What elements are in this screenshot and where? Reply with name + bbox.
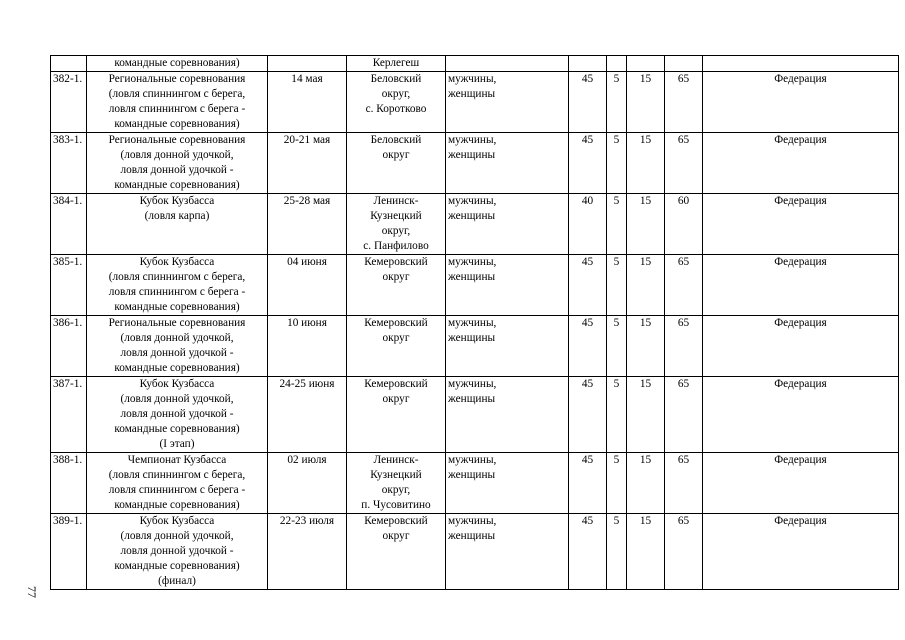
cell-num-text: 388-1. [53, 454, 83, 466]
cell-num-text: 383-1. [53, 134, 83, 146]
cell-num-text: 386-1. [53, 317, 83, 329]
cell-organizer-text: Федерация [774, 256, 827, 268]
cell-c1 [569, 72, 607, 133]
cell-date-text: 14 мая [291, 73, 323, 85]
cell-participants [446, 255, 569, 316]
cell-place [347, 194, 446, 255]
cell-date [268, 377, 347, 453]
cell-c3 [627, 133, 665, 194]
cell-c2-text: 5 [613, 454, 620, 466]
cell-c4-text: 65 [677, 256, 690, 268]
cell-c2 [607, 255, 627, 316]
cell-event-name-text: Региональные соревнования (ловля спиннингом с берега, ловля спиннингом с берега - командные соревнования) [108, 73, 246, 130]
cell-organizer-text: Федерация [774, 195, 827, 207]
cell-c4 [665, 56, 703, 72]
cell-organizer-text: Федерация [774, 515, 827, 527]
cell-c3 [627, 316, 665, 377]
cell-event-name [87, 316, 268, 377]
cell-participants-text: мужчины, женщины [448, 73, 497, 100]
cell-c1 [569, 56, 607, 72]
page-number: 77 [25, 586, 39, 598]
cell-date-text: 22-23 июля [279, 515, 335, 527]
cell-participants [446, 316, 569, 377]
cell-event-name [87, 377, 268, 453]
cell-participants-text: мужчины, женщины [448, 454, 497, 481]
cell-c4 [665, 453, 703, 514]
cell-c3 [627, 194, 665, 255]
cell-event-name [87, 514, 268, 590]
cell-c1 [569, 377, 607, 453]
cell-num [51, 133, 87, 194]
table-row [51, 514, 899, 590]
cell-participants-text: мужчины, женщины [448, 256, 497, 283]
cell-date-text: 20-21 мая [283, 134, 331, 146]
cell-c4-text: 65 [677, 134, 690, 146]
cell-c3-text: 15 [639, 378, 652, 390]
cell-event-name-text: Кубок Кузбасса (ловля донной удочкой, ловля донной удочкой - командные соревнования) (I этап) [114, 378, 240, 450]
cell-c2-text: 5 [613, 317, 620, 329]
cell-c3-text: 15 [639, 195, 652, 207]
table-row [51, 255, 899, 316]
cell-num-text: 384-1. [53, 195, 83, 207]
cell-event-name-text: Чемпионат Кузбасса (ловля спиннингом с берега, ловля спиннингом с берега - командные соревнования) [108, 454, 246, 511]
cell-place-text: Кемеровский округ [364, 256, 428, 283]
cell-c3-text: 15 [639, 317, 652, 329]
cell-event-name [87, 133, 268, 194]
cell-c2 [607, 453, 627, 514]
cell-c2-text: 5 [613, 195, 620, 207]
table-row [51, 72, 899, 133]
cell-num [51, 72, 87, 133]
cell-c2 [607, 514, 627, 590]
cell-date-text: 24-25 июня [279, 378, 335, 390]
cell-c1-text: 45 [581, 378, 594, 390]
cell-c4-text: 65 [677, 73, 690, 85]
cell-place-text: Кемеровский округ [364, 515, 428, 542]
cell-num [51, 255, 87, 316]
cell-c4-text: 65 [677, 378, 690, 390]
cell-participants-text: мужчины, женщины [448, 515, 497, 542]
cell-c2 [607, 72, 627, 133]
cell-c1 [569, 453, 607, 514]
table-row [51, 316, 899, 377]
cell-event-name-text: Кубок Кузбасса (ловля карпа) [139, 195, 215, 222]
table-row [51, 194, 899, 255]
cell-event-name [87, 72, 268, 133]
cell-event-name-text: Региональные соревнования (ловля донной удочкой, ловля донной удочкой - командные соревнования) [108, 134, 246, 191]
cell-place [347, 255, 446, 316]
cell-num [51, 316, 87, 377]
cell-event-name [87, 453, 268, 514]
cell-c2 [607, 377, 627, 453]
cell-participants-text: мужчины, женщины [448, 378, 497, 405]
cell-date [268, 255, 347, 316]
events-table [50, 55, 899, 590]
cell-c2 [607, 316, 627, 377]
cell-date [268, 453, 347, 514]
cell-place-text: Ленинск- Кузнецкий округ, п. Чусовитино [361, 454, 431, 511]
cell-place [347, 316, 446, 377]
cell-event-name: командные соревнования) [87, 56, 268, 72]
cell-place: Керлегеш [347, 56, 446, 72]
cell-participants [446, 56, 569, 72]
cell-place-text: Ленинск- Кузнецкий округ, с. Панфилово [363, 195, 429, 252]
cell-participants-text: мужчины, женщины [448, 317, 497, 344]
cell-place [347, 133, 446, 194]
table-row [51, 453, 899, 514]
cell-organizer [703, 453, 899, 514]
cell-participants-text: мужчины, женщины [448, 134, 497, 161]
cell-organizer [703, 377, 899, 453]
cell-organizer [703, 316, 899, 377]
cell-participants [446, 514, 569, 590]
cell-c3 [627, 56, 665, 72]
table-row [51, 377, 899, 453]
cell-c2 [607, 133, 627, 194]
cell-participants [446, 72, 569, 133]
cell-organizer [703, 514, 899, 590]
cell-c2-text: 5 [613, 515, 620, 527]
cell-participants-text: мужчины, женщины [448, 195, 497, 222]
cell-organizer-text: Федерация [774, 454, 827, 466]
cell-place-text: Кемеровский округ [364, 317, 428, 344]
cell-c3-text: 15 [639, 134, 652, 146]
cell-c3-text: 15 [639, 73, 652, 85]
cell-organizer [703, 72, 899, 133]
cell-place-text: Беловский округ, с. Коротково [365, 73, 427, 115]
cell-num-text: 389-1. [53, 515, 83, 527]
cell-c4-text: 65 [677, 515, 690, 527]
cell-event-name [87, 255, 268, 316]
cell-c4-text: 60 [677, 195, 690, 207]
cell-event-name-text: Кубок Кузбасса (ловля спиннингом с берега, ловля спиннингом с берега - командные соревнования) [108, 256, 246, 313]
cell-c1 [569, 133, 607, 194]
cell-c1 [569, 194, 607, 255]
cell-date [268, 514, 347, 590]
cell-c2-text: 5 [613, 256, 620, 268]
cell-participants [446, 377, 569, 453]
cell-organizer [703, 133, 899, 194]
cell-organizer-text: Федерация [774, 317, 827, 329]
cell-num-text: 385-1. [53, 256, 83, 268]
cell-num [51, 453, 87, 514]
cell-date-text: 04 июня [287, 256, 327, 268]
cell-organizer-text: Федерация [774, 73, 827, 85]
cell-organizer-text: Федерация [774, 134, 827, 146]
cell-date-text: 25-28 мая [283, 195, 331, 207]
cell-c1-text: 45 [581, 454, 594, 466]
events-table-body [51, 56, 899, 590]
cell-participants [446, 133, 569, 194]
cell-place-text: Кемеровский округ [364, 378, 428, 405]
cell-c1-text: 45 [581, 515, 594, 527]
cell-c2 [607, 194, 627, 255]
table-row [51, 133, 899, 194]
cell-c3-text: 15 [639, 256, 652, 268]
cell-c4 [665, 194, 703, 255]
cell-place [347, 377, 446, 453]
cell-c4 [665, 377, 703, 453]
cell-num [51, 377, 87, 453]
cell-date-text: 10 июня [287, 317, 327, 329]
cell-c2 [607, 56, 627, 72]
cell-c4 [665, 255, 703, 316]
cell-c1-text: 45 [581, 73, 594, 85]
cell-c1-text: 45 [581, 134, 594, 146]
cell-date [268, 56, 347, 72]
cell-c4-text: 65 [677, 317, 690, 329]
cell-c2-text: 5 [613, 378, 620, 390]
cell-place [347, 453, 446, 514]
cell-c2-text: 5 [613, 73, 620, 85]
cell-c4 [665, 72, 703, 133]
cell-c1-text: 45 [581, 317, 594, 329]
cell-organizer [703, 255, 899, 316]
cell-organizer-text: Федерация [774, 378, 827, 390]
cell-c3 [627, 453, 665, 514]
cell-num-text: 382-1. [53, 73, 83, 85]
cell-date [268, 194, 347, 255]
cell-event-name-text: Региональные соревнования (ловля донной удочкой, ловля донной удочкой - командные соревнования) [108, 317, 246, 374]
cell-c4-text: 65 [677, 454, 690, 466]
cell-participants [446, 194, 569, 255]
cell-event-name [87, 194, 268, 255]
cell-c1 [569, 255, 607, 316]
cell-num [51, 514, 87, 590]
cell-c2-text: 5 [613, 134, 620, 146]
cell-date [268, 316, 347, 377]
cell-place [347, 72, 446, 133]
cell-organizer [703, 56, 899, 72]
cell-c1 [569, 316, 607, 377]
cell-date-text: 02 июля [287, 454, 327, 466]
cell-c1 [569, 514, 607, 590]
cell-date [268, 72, 347, 133]
cell-c3 [627, 255, 665, 316]
cell-place [347, 514, 446, 590]
cell-c4 [665, 133, 703, 194]
cell-date [268, 133, 347, 194]
cell-place-text: Беловский округ [370, 134, 422, 161]
cell-c3 [627, 377, 665, 453]
cell-num [51, 56, 87, 72]
cell-participants [446, 453, 569, 514]
cell-c1-text: 45 [581, 256, 594, 268]
cell-c3 [627, 72, 665, 133]
cell-c1-text: 40 [581, 195, 594, 207]
cell-num-text: 387-1. [53, 378, 83, 390]
cell-c4 [665, 514, 703, 590]
cell-c3 [627, 514, 665, 590]
cell-c4 [665, 316, 703, 377]
cell-event-name-text: Кубок Кузбасса (ловля донной удочкой, ловля донной удочкой - командные соревнования) (финал) [114, 515, 240, 587]
cell-c3-text: 15 [639, 515, 652, 527]
cell-organizer [703, 194, 899, 255]
cell-num [51, 194, 87, 255]
table-row-continuation [51, 56, 899, 72]
cell-c3-text: 15 [639, 454, 652, 466]
